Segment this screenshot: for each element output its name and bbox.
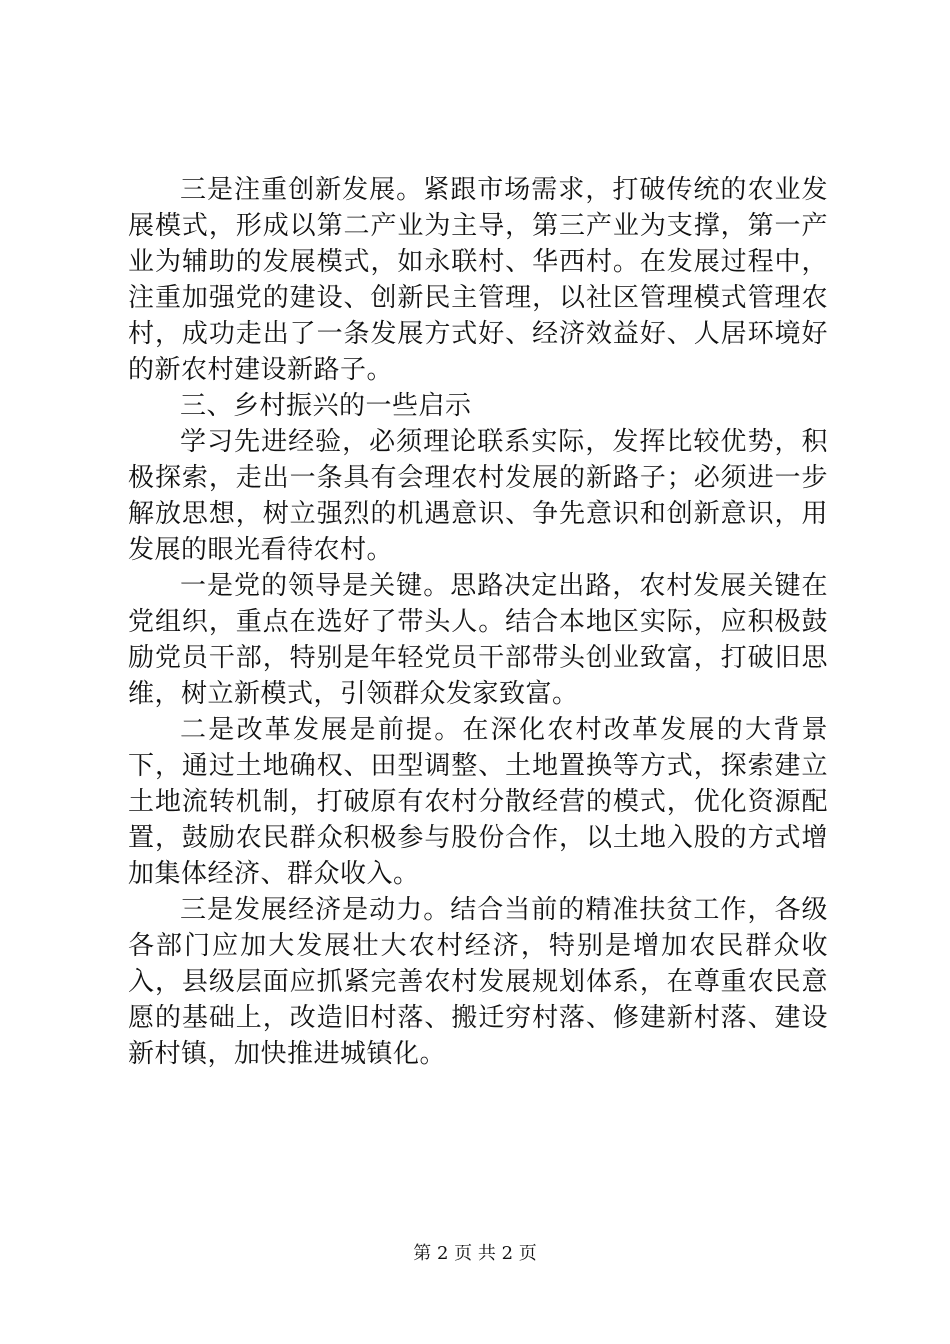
section-heading-insights: 三、乡村振兴的一些启示 (180, 391, 472, 421)
paragraph-party-leadership: 一是党的领导是关键。思路决定出路，农村发展关键在党组织，重点在选好了带头人。结合本地区实际，应积极鼓励党员干部，特别是年轻党员干部带头创业致富，打破旧思维，树立新模式，引领群众发家致富。 (128, 571, 828, 709)
paragraph-learning: 学习先进经验，必须理论联系实际，发挥比较优势，积极探索，走出一条具有会理农村发展的新路子；必须进一步解放思想，树立强烈的机遇意识、争先意识和创新意识，用发展的眼光看待农村。 (128, 427, 828, 565)
paragraph-innovation: 三是注重创新发展。紧跟市场需求，打破传统的农业发展模式，形成以第二产业为主导，第三产业为支撑，第一产业为辅助的发展模式，如永联村、华西村。在发展过程中，注重加强党的建设、创新民主管理，以社区管理模式管理农村，成功走出了一条发展方式好、经济效益好、人居环境好的新农村建设新路子。 (128, 175, 828, 385)
paragraph-reform: 二是改革发展是前提。在深化农村改革发展的大背景下，通过土地确权、田型调整、土地置换等方式，探索建立土地流转机制，打破原有农村分散经营的模式，优化资源配置，鼓励农民群众积极参与股份合作，以土地入股的方式增加集体经济、群众收入。 (128, 715, 828, 889)
paragraph-economy: 三是发展经济是动力。结合当前的精准扶贫工作，各级各部门应加大发展壮大农村经济，特别是增加农民群众收入，县级层面应抓紧完善农村发展规划体系，在尊重农民意愿的基础上，改造旧村落、搬迁穷村落、修建新村落、建设新村镇，加快推进城镇化。 (128, 895, 828, 1069)
document-body (128, 172, 828, 1072)
page-number-footer: 第 2 页 共 2 页 (413, 1243, 537, 1264)
